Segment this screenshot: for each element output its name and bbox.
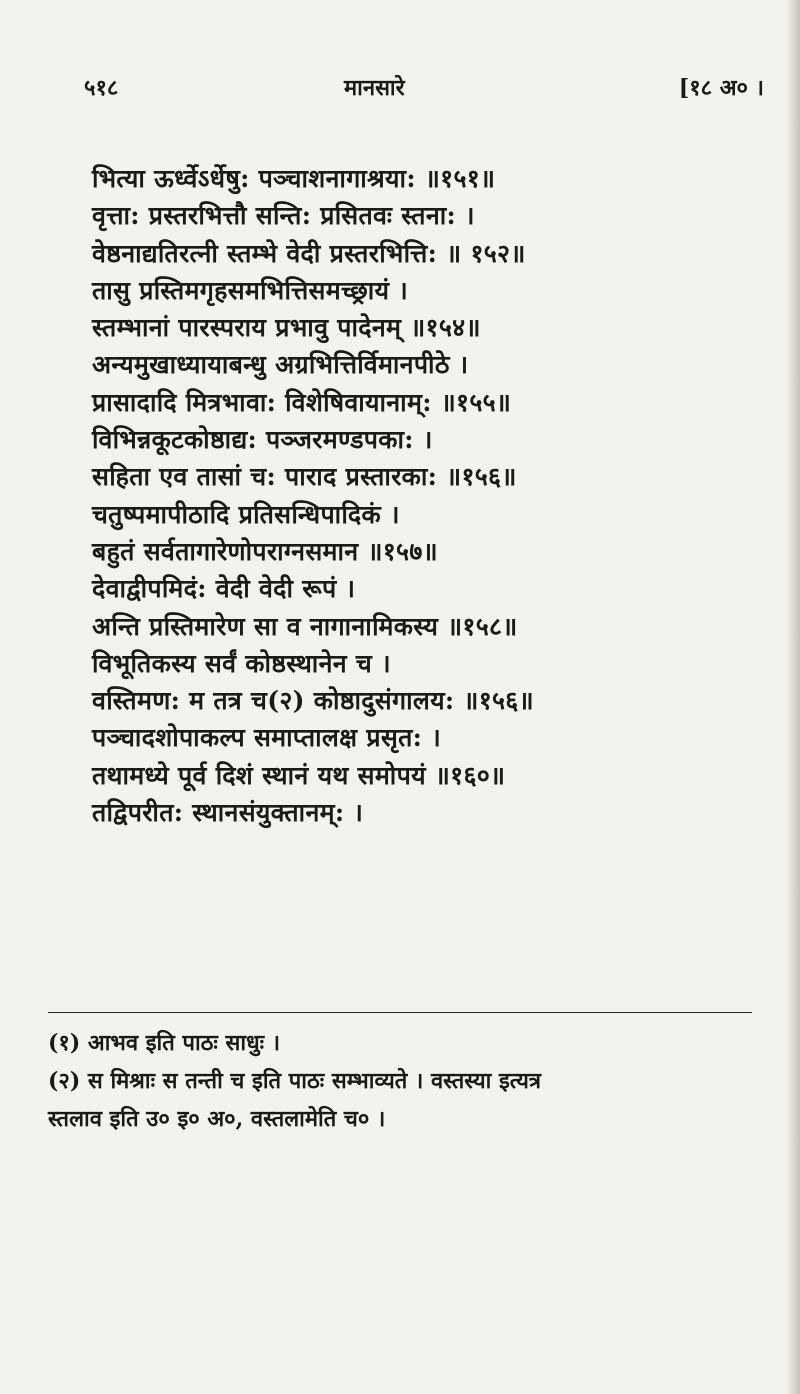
verse-block (92, 160, 732, 831)
footnotes (48, 1024, 752, 1138)
verse-line: विभिन्नकूटकोष्ठाद्य: पञ्जरमण्डपका: । (92, 425, 433, 455)
verse-line: तथामध्ये पूर्व दिशं स्थानं यथ समोपयं ॥१६०॥ (92, 760, 506, 790)
verse-line: अन्ति प्रस्तिमारेण सा व नागानामिकस्य ॥१५८॥ (92, 611, 518, 641)
footnote-2: (२) स मिश्राः स तन्ती च इति पाठः सम्भाव्यते । वस्तस्या इत्यत्र (48, 1068, 542, 1094)
verse-line: प्रासादादि मित्रभावा: विशेषिवायानाम्: ॥१५५॥ (92, 387, 512, 417)
footnote-1: (१) आभव इति पाठः साधुः । (48, 1030, 281, 1056)
verse-line: चतुष्पमापीठादि प्रतिसन्धिपादिकं । (92, 499, 400, 529)
verse-line: वृत्ता: प्रस्तरभित्तौ सन्ति: प्रसितवः स्तना: । (92, 201, 475, 231)
verse-line: देवाद्वीपमिदं: वेदी वेदी रूपं । (92, 574, 356, 604)
verse-line: बहुतं सर्वतागारेणोपराग्नसमान ॥१५७॥ (92, 536, 438, 566)
page-edge-shadow (786, 0, 800, 1394)
verse-line: भित्या ऊर्ध्वेऽर्धेषु: पञ्चाशनागाश्रया: ॥१५१॥ (92, 164, 496, 193)
verse-line: स्तम्भानां पारस्पराय प्रभावु पादेनम् ॥१५४॥ (92, 313, 481, 343)
verse-line: सहिता एव तासां च: पाराद प्रस्तारका: ॥१५६॥ (92, 462, 517, 492)
verse-line: पञ्चादशोपाकल्प समाप्तालक्ष प्रसृत: । (92, 723, 441, 753)
footnote-divider (48, 1012, 752, 1013)
verse-line: अन्यमुखाध्यायाबन्धु अग्रभित्तिर्विमानपीठे । (92, 350, 469, 380)
page-header (84, 72, 764, 112)
running-title: मानसारे (344, 75, 405, 101)
verse-line: विभूतिकस्य सर्वं कोष्ठस्थानेन च । (92, 648, 391, 678)
verse-line: वेष्ठनाद्यतिरत्नी स्तम्भे वेदी प्रस्तरभित्ति: ॥ १५२॥ (92, 238, 526, 268)
verse-line: वस्तिमण: म तत्र च(२) कोष्ठादुसंगालय: ॥१५६॥ (92, 686, 534, 716)
verse-line: तद्विपरीत: स्थानसंयुक्तानम्: । (92, 798, 364, 828)
verse-line: तासु प्रस्तिमगृहसमभित्तिसमच्छ्रायं । (92, 275, 409, 305)
footnote-2-continued: स्तलाव इति उ० इ० अ०, वस्तलामेति च० । (48, 1106, 386, 1132)
page-number: ५१८ (84, 75, 119, 101)
section-reference: [१८ अ० । (678, 75, 764, 101)
